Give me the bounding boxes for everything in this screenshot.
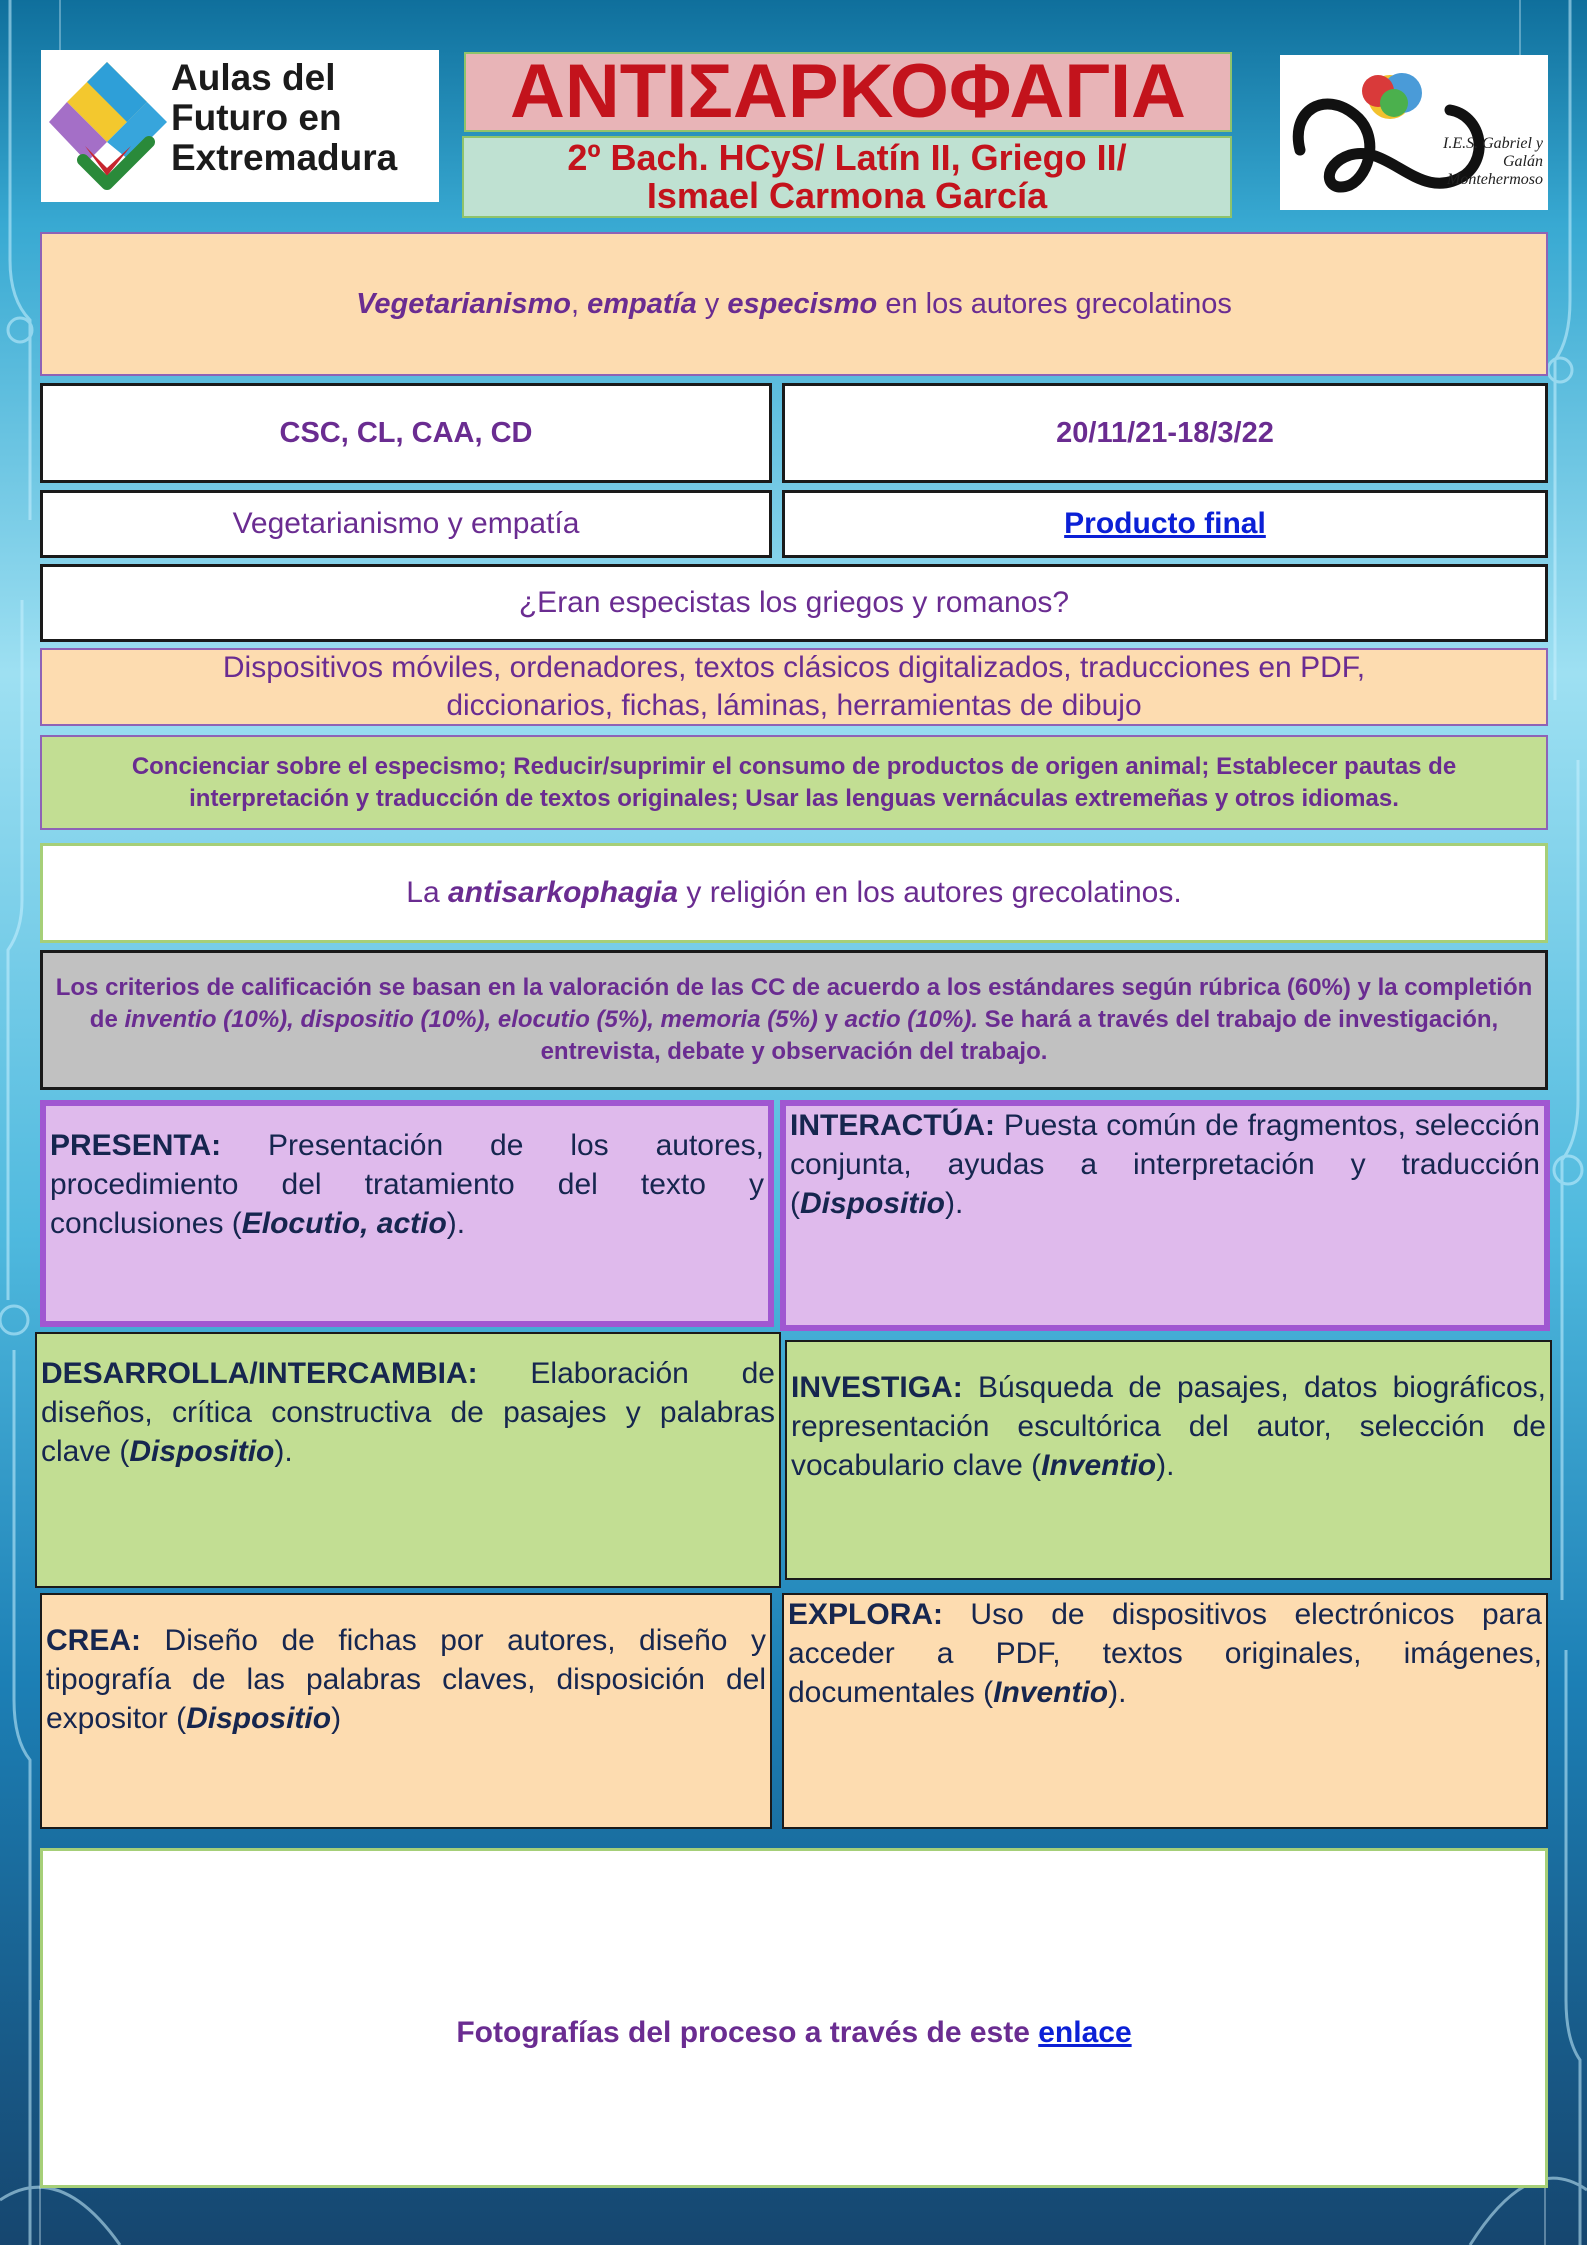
phase-desarrolla-text: Elaboración de diseños, crítica constructiva de pasajes y palabras clave ( — [41, 1357, 775, 1468]
content-pre: La — [406, 876, 448, 909]
page-title: ΑΝΤΙΣΑΡΚΟΦΑΓΙΑ — [510, 49, 1186, 134]
photos-text — [456, 2016, 1131, 2050]
phase-explora-end: ). — [1108, 1676, 1127, 1709]
phase-interactua-italic: Dispositio — [800, 1187, 946, 1220]
content-text — [406, 876, 1181, 910]
phase-investiga-text: Búsqueda de pasajes, datos biográficos, representación escultórica del autor, selección de vocabulario clave ( — [791, 1371, 1546, 1482]
photos-box — [40, 1848, 1548, 2188]
question-box — [40, 564, 1548, 642]
criteria-box — [40, 950, 1548, 1090]
resources-line-2: diccionarios, fichas, láminas, herramientas de dibujo — [446, 689, 1142, 722]
phase-desarrolla-title: DESARROLLA/INTERCAMBIA: — [41, 1357, 478, 1390]
subtitle-line-2: Ismael Carmona García — [646, 175, 1048, 216]
topic-word-2: empatía — [587, 287, 697, 320]
resources-box — [40, 648, 1548, 726]
phase-investiga-title: INVESTIGA: — [791, 1371, 963, 1404]
objectives-line-2: interpretación y traducción de textos originales; Usar las lenguas vernáculas extremeñas y otros idiomas. — [189, 784, 1399, 812]
question-text: ¿Eran especistas los griegos y romanos? — [518, 586, 1070, 619]
topic-word-1: Vegetarianismo — [356, 287, 571, 320]
phase-interactua-title: INTERACTÚA: — [790, 1109, 995, 1142]
phase-presenta-end: ). — [446, 1207, 466, 1240]
logo-line-1: Aulas del — [171, 57, 336, 98]
objectives-line-1: Concienciar sobre el especismo; Reducir/suprimir el consumo de productos de origen animal; Establecer pautas de — [131, 752, 1457, 780]
resources-line-1: Dispositivos móviles, ordenadores, textos clásicos digitalizados, traducciones en PDF, — [222, 651, 1366, 684]
phase-desarrolla-box — [35, 1332, 781, 1588]
phase-interactua-end: ). — [945, 1187, 964, 1220]
phase-crea-text: Diseño de fichas por autores, diseño y tipografía de las palabras claves, disposición del expositor ( — [46, 1624, 766, 1735]
phase-investiga-end: ). — [1156, 1449, 1175, 1482]
topic-sep-2: y — [696, 287, 728, 320]
content-box — [40, 843, 1548, 943]
content-italic: antisarkophagia — [448, 876, 679, 909]
criteria-part-1: Los criterios de calificación se basan en la valoración de las CC de acuerdo a los estándares según rúbrica (60%) y la completión de — [55, 974, 1533, 1033]
competences-box — [40, 383, 772, 483]
phase-presenta-box — [40, 1100, 774, 1327]
photos-link[interactable]: enlace — [1038, 2016, 1132, 2049]
aulas-del-futuro-logo — [41, 50, 439, 202]
subtopic-box — [40, 490, 772, 558]
phase-desarrolla-italic: Dispositio — [129, 1435, 275, 1468]
phase-interactua-box — [780, 1100, 1550, 1331]
phase-explora-title: EXPLORA: — [788, 1598, 944, 1631]
criteria-part-2: Se hará a través del trabajo de investigación, entrevista, debate y observación del trabajo. — [540, 1006, 1499, 1065]
criteria-italic-1: inventio (10%), dispositio (10%), elocutio (5%), memoria (5%) — [124, 1006, 818, 1033]
dates-box — [782, 383, 1548, 483]
phase-investiga-italic: Inventio — [1041, 1449, 1157, 1482]
topic-text — [356, 288, 1232, 321]
product-final-link[interactable]: Producto final — [1064, 507, 1266, 540]
topic-sep-1: , — [570, 287, 588, 320]
phase-crea-title: CREA: — [46, 1624, 141, 1657]
phase-interactua-text: Puesta común de fragmentos, selección conjunta, ayudas a interpretación y traducción ( — [790, 1109, 1540, 1220]
photos-prefix: Fotografías del proceso a través de este — [456, 2016, 1039, 2049]
competences-text: CSC, CL, CAA, CD — [279, 416, 533, 449]
ies-gabriel-y-galan-logo — [1280, 55, 1548, 210]
phase-crea-end: ) — [331, 1702, 342, 1735]
title-box — [464, 49, 1232, 134]
phase-desarrolla-end: ). — [274, 1435, 293, 1468]
logo-line-2: Futuro en — [171, 97, 342, 138]
product-box — [782, 490, 1548, 558]
objectives-box — [40, 735, 1548, 830]
aulas-logo-icon — [45, 56, 175, 196]
phase-crea-italic: Dispositio — [186, 1702, 332, 1735]
content-post: y religión en los autores grecolatinos. — [678, 876, 1182, 909]
phase-presenta-text: Presentación de los autores, procedimiento del tratamiento del texto y conclusiones ( — [50, 1129, 764, 1240]
dates-text: 20/11/21-18/3/22 — [1056, 416, 1274, 449]
subtitle-line-1: 2º Bach. HCyS/ Latín II, Griego II/ — [567, 137, 1127, 179]
phase-explora-box — [782, 1593, 1548, 1829]
topic-word-3: especismo — [727, 287, 878, 320]
criteria-mid: y — [817, 1006, 845, 1033]
subtitle-box — [462, 136, 1232, 218]
phase-presenta-italic: Elocutio, actio — [241, 1207, 447, 1240]
criteria-text — [49, 972, 1539, 1068]
logo-line-3: Extremadura — [171, 137, 398, 178]
ies-logo-caption: I.E.S. Gabriel y Galán Montehermoso — [1443, 135, 1543, 188]
topic-rest: en los autores grecolatinos — [877, 287, 1232, 320]
criteria-italic-2: actio (10%). — [844, 1006, 978, 1033]
phase-explora-text: Uso de dispositivos electrónicos para acceder a PDF, textos originales, imágenes, documentales ( — [788, 1598, 1542, 1709]
phase-investiga-box — [785, 1340, 1552, 1580]
phase-presenta-title: PRESENTA: — [50, 1129, 222, 1162]
phase-explora-italic: Inventio — [993, 1676, 1109, 1709]
phase-crea-box — [40, 1593, 772, 1829]
topic-box — [40, 232, 1548, 376]
subtopic-text: Vegetarianismo y empatía — [232, 507, 580, 540]
